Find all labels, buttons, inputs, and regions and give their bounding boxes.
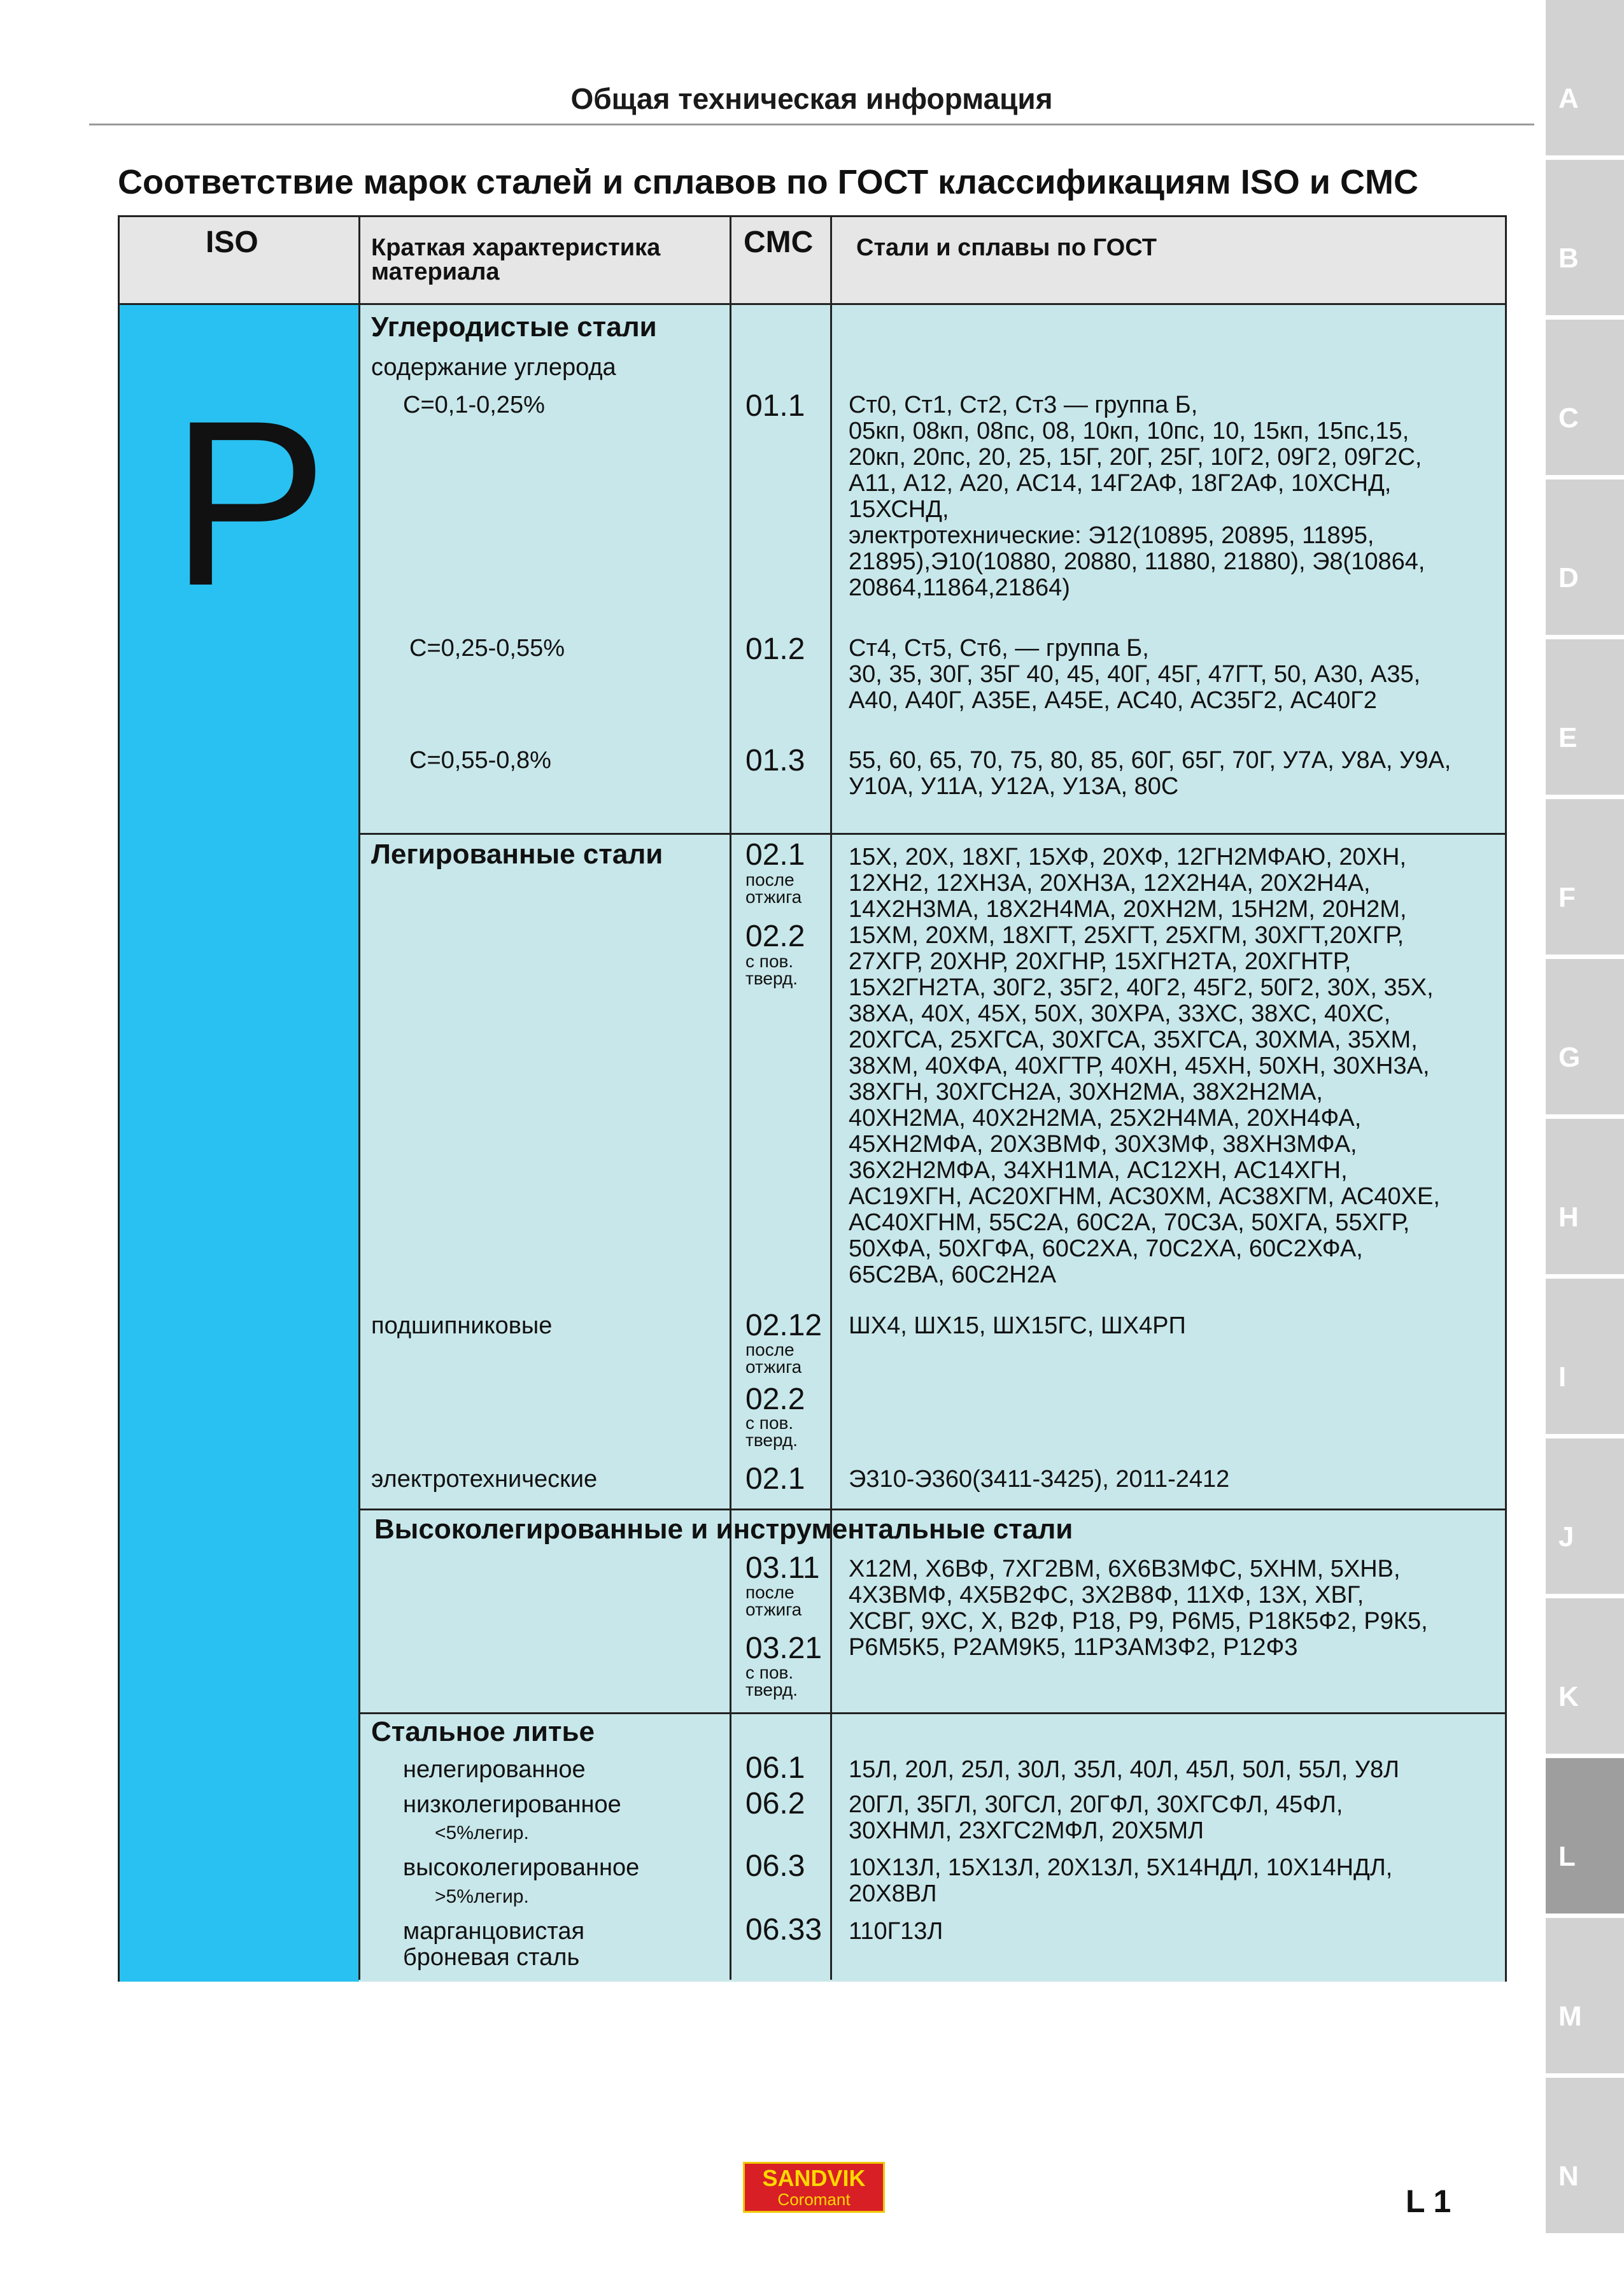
side-tab-g[interactable] <box>1546 959 1624 1114</box>
cmc-code: 06.2 <box>745 1787 805 1821</box>
row-divider <box>358 1712 1507 1714</box>
gost-line: 38ХА, 40Х, 45Х, 50Х, 30ХРА, 33ХС, 38ХС, 40ХС, <box>849 1000 1391 1027</box>
gost-line: 45ХН2МФА, 20Х3ВМФ, 30Х3МФ, 38ХН3МФА, <box>849 1131 1357 1158</box>
carbon-row-label: C=0,55-0,8% <box>409 747 551 774</box>
side-tab-f[interactable] <box>1546 799 1624 955</box>
col-divider <box>358 217 360 1980</box>
row-divider <box>358 1509 1507 1510</box>
gost-line: 20ГЛ, 35ГЛ, 30ГСЛ, 20ГФЛ, 30ХГСФЛ, 45ФЛ, <box>849 1791 1343 1818</box>
carbon-subtitle: содержание углерода <box>371 354 616 381</box>
gost-line: 20ХГСА, 25ХГСА, 30ХГСА, 35ХГСА, 30ХМА, 35ХМ, <box>849 1026 1418 1053</box>
side-tab-j[interactable] <box>1546 1438 1624 1594</box>
cmc-note: после <box>745 1340 794 1360</box>
carbon-row-label: C=0,1-0,25% <box>403 392 545 418</box>
gost-line: 40ХН2МА, 40Х2Н2МА, 25Х2Н4МА, 20ХН4ФА, <box>849 1105 1362 1132</box>
cmc-code: 02.1 <box>745 838 805 872</box>
section-cast-title: Стальное литье <box>371 1716 595 1747</box>
header-cmc: CMC <box>744 225 814 259</box>
gost-line: А40, А40Г, А35Е, А45Е, АС40, АС35Г2, АС40Г2 <box>849 687 1377 714</box>
gost-line: АС40ХГНМ, 55С2А, 60С2А, 70С3А, 50ХГА, 55ХГР, <box>849 1209 1410 1236</box>
iso-column <box>120 304 359 1982</box>
side-tab-label: F <box>1558 882 1576 913</box>
cmc-code: 02.12 <box>745 1309 823 1342</box>
cmc-code: 01.1 <box>745 389 805 423</box>
gost-line: 21895),Э10(10880, 20880, 11880, 21880), Э8(10864, <box>849 548 1425 575</box>
cmc-note: с пов. <box>745 951 794 971</box>
section-highalloy-title: Высоколегированные и инструментальные стали <box>374 1514 1073 1545</box>
gost-line: 20кп, 20пс, 20, 25, 15Г, 20Г, 25Г, 10Г2, 09Г2, 09Г2С, <box>849 444 1422 471</box>
electro-label: электротехнические <box>371 1466 598 1493</box>
gost-line: Х12М, Х6ВФ, 7ХГ2ВМ, 6Х6В3МФС, 5ХНМ, 5ХНВ, <box>849 1556 1401 1582</box>
gost-line: У10А, У11А, У12А, У13А, 80С <box>849 773 1179 800</box>
side-index-tabs <box>1546 0 1624 2279</box>
gost-line: 38ХМ, 40ХФА, 40ХГТР, 40ХН, 45ХН, 50ХН, 30ХН3А, <box>849 1053 1430 1079</box>
side-tab-label: M <box>1558 2001 1582 2032</box>
side-tab-label: A <box>1558 83 1579 114</box>
cmc-note: тверд. <box>745 1430 798 1450</box>
gost-line: 110Г13Л <box>849 1918 943 1945</box>
cmc-code: 02.2 <box>745 919 805 953</box>
cast-row-note: >5%легир. <box>435 1886 529 1907</box>
cast-row-label: марганцовистая <box>403 1918 585 1945</box>
header-desc-1: Краткая характеристика <box>371 234 661 261</box>
cmc-note: с пов. <box>745 1663 794 1682</box>
header-gost: Стали и сплавы по ГОСТ <box>856 234 1157 261</box>
gost-line: Р6М5К5, Р2АМ9К5, 11Р3АМ3Ф2, Р12Ф3 <box>849 1634 1298 1661</box>
cast-row-label: низколегированное <box>403 1791 621 1818</box>
cast-row-label: нелегированное <box>403 1756 586 1783</box>
side-tab-k[interactable] <box>1546 1598 1624 1754</box>
gost-line: 30ХНМЛ, 23ХГС2МФЛ, 20Х5МЛ <box>849 1817 1204 1844</box>
side-tab-b[interactable] <box>1546 160 1624 315</box>
gost-line: 10Х13Л, 15Х13Л, 20Х13Л, 5Х14НДЛ, 10Х14НДЛ, <box>849 1854 1393 1881</box>
carbon-row-label: C=0,25-0,55% <box>409 635 565 662</box>
side-tab-label: I <box>1558 1361 1567 1393</box>
cmc-code: 02.1 <box>745 1462 805 1496</box>
cmc-note: тверд. <box>745 1680 798 1700</box>
cast-row-label-2: броневая сталь <box>403 1944 580 1971</box>
cmc-code: 06.3 <box>745 1849 805 1883</box>
gost-line: ХСВГ, 9ХС, Х, В2Ф, Р18, Р9, Р6М5, Р18К5Ф2, Р9К5, <box>849 1608 1428 1635</box>
side-tab-label: G <box>1558 1042 1581 1073</box>
side-tab-label: B <box>1558 243 1579 274</box>
side-tab-label: C <box>1558 402 1579 434</box>
side-tab-a[interactable] <box>1546 0 1624 155</box>
cmc-note: отжига <box>745 1357 802 1377</box>
header-desc-2: материала <box>371 259 500 285</box>
gost-line: 55, 60, 65, 70, 75, 80, 85, 60Г, 65Г, 70Г, У7А, У8А, У9А, <box>849 747 1451 774</box>
gost-line: 15ХМ, 20ХМ, 18ХГТ, 25ХГТ, 25ХГМ, 30ХГТ,20ХГР, <box>849 922 1404 949</box>
cmc-code: 02.2 <box>745 1382 805 1416</box>
cmc-code: 01.2 <box>745 632 805 666</box>
cmc-code: 06.1 <box>745 1751 805 1785</box>
gost-line: электротехнические: Э12(10895, 20895, 11895, <box>849 522 1374 549</box>
logo-subbrand: Coromant <box>777 2190 851 2209</box>
gost-line: 05кп, 08кп, 08пс, 08, 10кп, 10пс, 10, 15кп, 15пс,15, <box>849 418 1409 444</box>
gost-line: 20864,11864,21864) <box>849 574 1070 601</box>
side-tab-n[interactable] <box>1546 2078 1624 2233</box>
col-divider <box>830 217 832 1980</box>
gost-line: 14Х2Н3МА, 18Х2Н4МА, 20ХН2М, 15Н2М, 20Н2М, <box>849 896 1407 923</box>
gost-line: Ст4, Ст5, Ст6, — группа Б, <box>849 635 1149 662</box>
row-divider <box>358 833 1507 835</box>
cmc-note: после <box>745 870 794 890</box>
gost-line: 38ХГН, 30ХГСН2А, 30ХН2МА, 38Х2Н2МА, <box>849 1079 1323 1105</box>
iso-letter: P <box>171 372 328 635</box>
side-tab-label: K <box>1558 1681 1579 1712</box>
cmc-code: 06.33 <box>745 1913 823 1947</box>
cmc-note: отжига <box>745 887 802 907</box>
bearing-label: подшипниковые <box>371 1312 553 1339</box>
gost-line: 15Х2ГН2ТА, 30Г2, 35Г2, 40Г2, 45Г2, 50Г2, 30Х, 35Х, <box>849 974 1434 1001</box>
section-carbon-title: Углеродистые стали <box>371 311 657 343</box>
side-tab-m[interactable] <box>1546 1918 1624 2073</box>
cmc-code: 03.11 <box>745 1551 820 1585</box>
gost-line: 20Х8ВЛ <box>849 1880 937 1907</box>
cmc-note: после <box>745 1582 794 1602</box>
gost-line: Ст0, Ст1, Ст2, Ст3 — группа Б, <box>849 392 1198 418</box>
side-tab-c[interactable] <box>1546 320 1624 475</box>
side-tab-i[interactable] <box>1546 1279 1624 1434</box>
gost-line: А11, А12, А20, АС14, 14Г2АФ, 18Г2АФ, 10ХСНД, <box>849 470 1392 497</box>
logo-brand: SANDVIK <box>762 2165 866 2191</box>
sandvik-coromant-logo <box>743 2162 885 2213</box>
gost-line: 15ХСНД, <box>849 496 949 523</box>
side-tab-label: D <box>1558 562 1579 593</box>
header-iso: ISO <box>206 225 258 259</box>
gost-line: 15Х, 20Х, 18ХГ, 15ХФ, 20ХФ, 12ГН2МФАЮ, 20ХН, <box>849 844 1407 870</box>
gost-line: 36Х2Н2МФА, 34ХН1МА, АС12ХН, АС14ХГН, <box>849 1157 1348 1184</box>
gost-line: 50ХФА, 50ХГФА, 60С2ХА, 70С2ХА, 60С2ХФА, <box>849 1235 1363 1262</box>
running-header: Общая техническая информация <box>570 82 1053 115</box>
cmc-code: 03.21 <box>745 1631 823 1665</box>
gost-line: 15Л, 20Л, 25Л, 30Л, 35Л, 40Л, 45Л, 50Л, 55Л, У8Л <box>849 1756 1400 1783</box>
gost-line: 27ХГР, 20ХНР, 20ХГНР, 15ХГН2ТА, 20ХГНТР, <box>849 948 1352 975</box>
section-alloy-title: Легированные стали <box>371 839 663 870</box>
gost-line: 30, 35, 30Г, 35Г 40, 45, 40Г, 45Г, 47ГТ, 50, А30, А35, <box>849 661 1421 688</box>
side-tab-e[interactable] <box>1546 639 1624 795</box>
header-divider <box>89 124 1534 125</box>
side-tab-label: H <box>1558 1202 1579 1233</box>
gost-line: АС19ХГН, АС20ХГНМ, АС30ХМ, АС38ХГМ, АС40ХЕ, <box>849 1183 1440 1210</box>
steel-correspondence-table <box>118 215 1507 1982</box>
gost-line: 4Х3ВМФ, 4Х5В2ФС, 3Х2В8Ф, 11ХФ, 13Х, ХВГ, <box>849 1582 1364 1608</box>
side-tab-l[interactable] <box>1546 1758 1624 1913</box>
side-tab-label: E <box>1558 722 1578 753</box>
cast-row-label: высоколегированное <box>403 1854 640 1881</box>
cmc-note: с пов. <box>745 1413 794 1433</box>
page-number: L 1 <box>1406 2183 1451 2219</box>
gost-line: Э310-Э360(3411-3425), 2011-2412 <box>849 1466 1230 1493</box>
side-tab-d[interactable] <box>1546 479 1624 635</box>
gost-line: ШХ4, ШХ15, ШХ15ГС, ШХ4РП <box>849 1312 1186 1339</box>
side-tab-label: N <box>1558 2161 1579 2192</box>
cmc-note: тверд. <box>745 969 798 988</box>
gost-line: 65С2ВА, 60С2Н2А <box>849 1261 1057 1288</box>
cmc-code: 01.3 <box>745 744 805 777</box>
row-divider <box>120 303 1505 305</box>
side-tab-h[interactable] <box>1546 1119 1624 1274</box>
col-divider <box>730 217 731 1980</box>
gost-line: 12ХН2, 12ХН3А, 20ХН3А, 12Х2Н4А, 20Х2Н4А, <box>849 870 1371 897</box>
cast-row-note: <5%легир. <box>435 1822 529 1843</box>
cmc-note: отжига <box>745 1600 802 1619</box>
page-title: Соответствие марок сталей и сплавов по ГОСТ классификациям ISO и CMC <box>118 163 1418 201</box>
side-tab-label: L <box>1558 1841 1576 1872</box>
side-tab-label: J <box>1558 1521 1574 1552</box>
